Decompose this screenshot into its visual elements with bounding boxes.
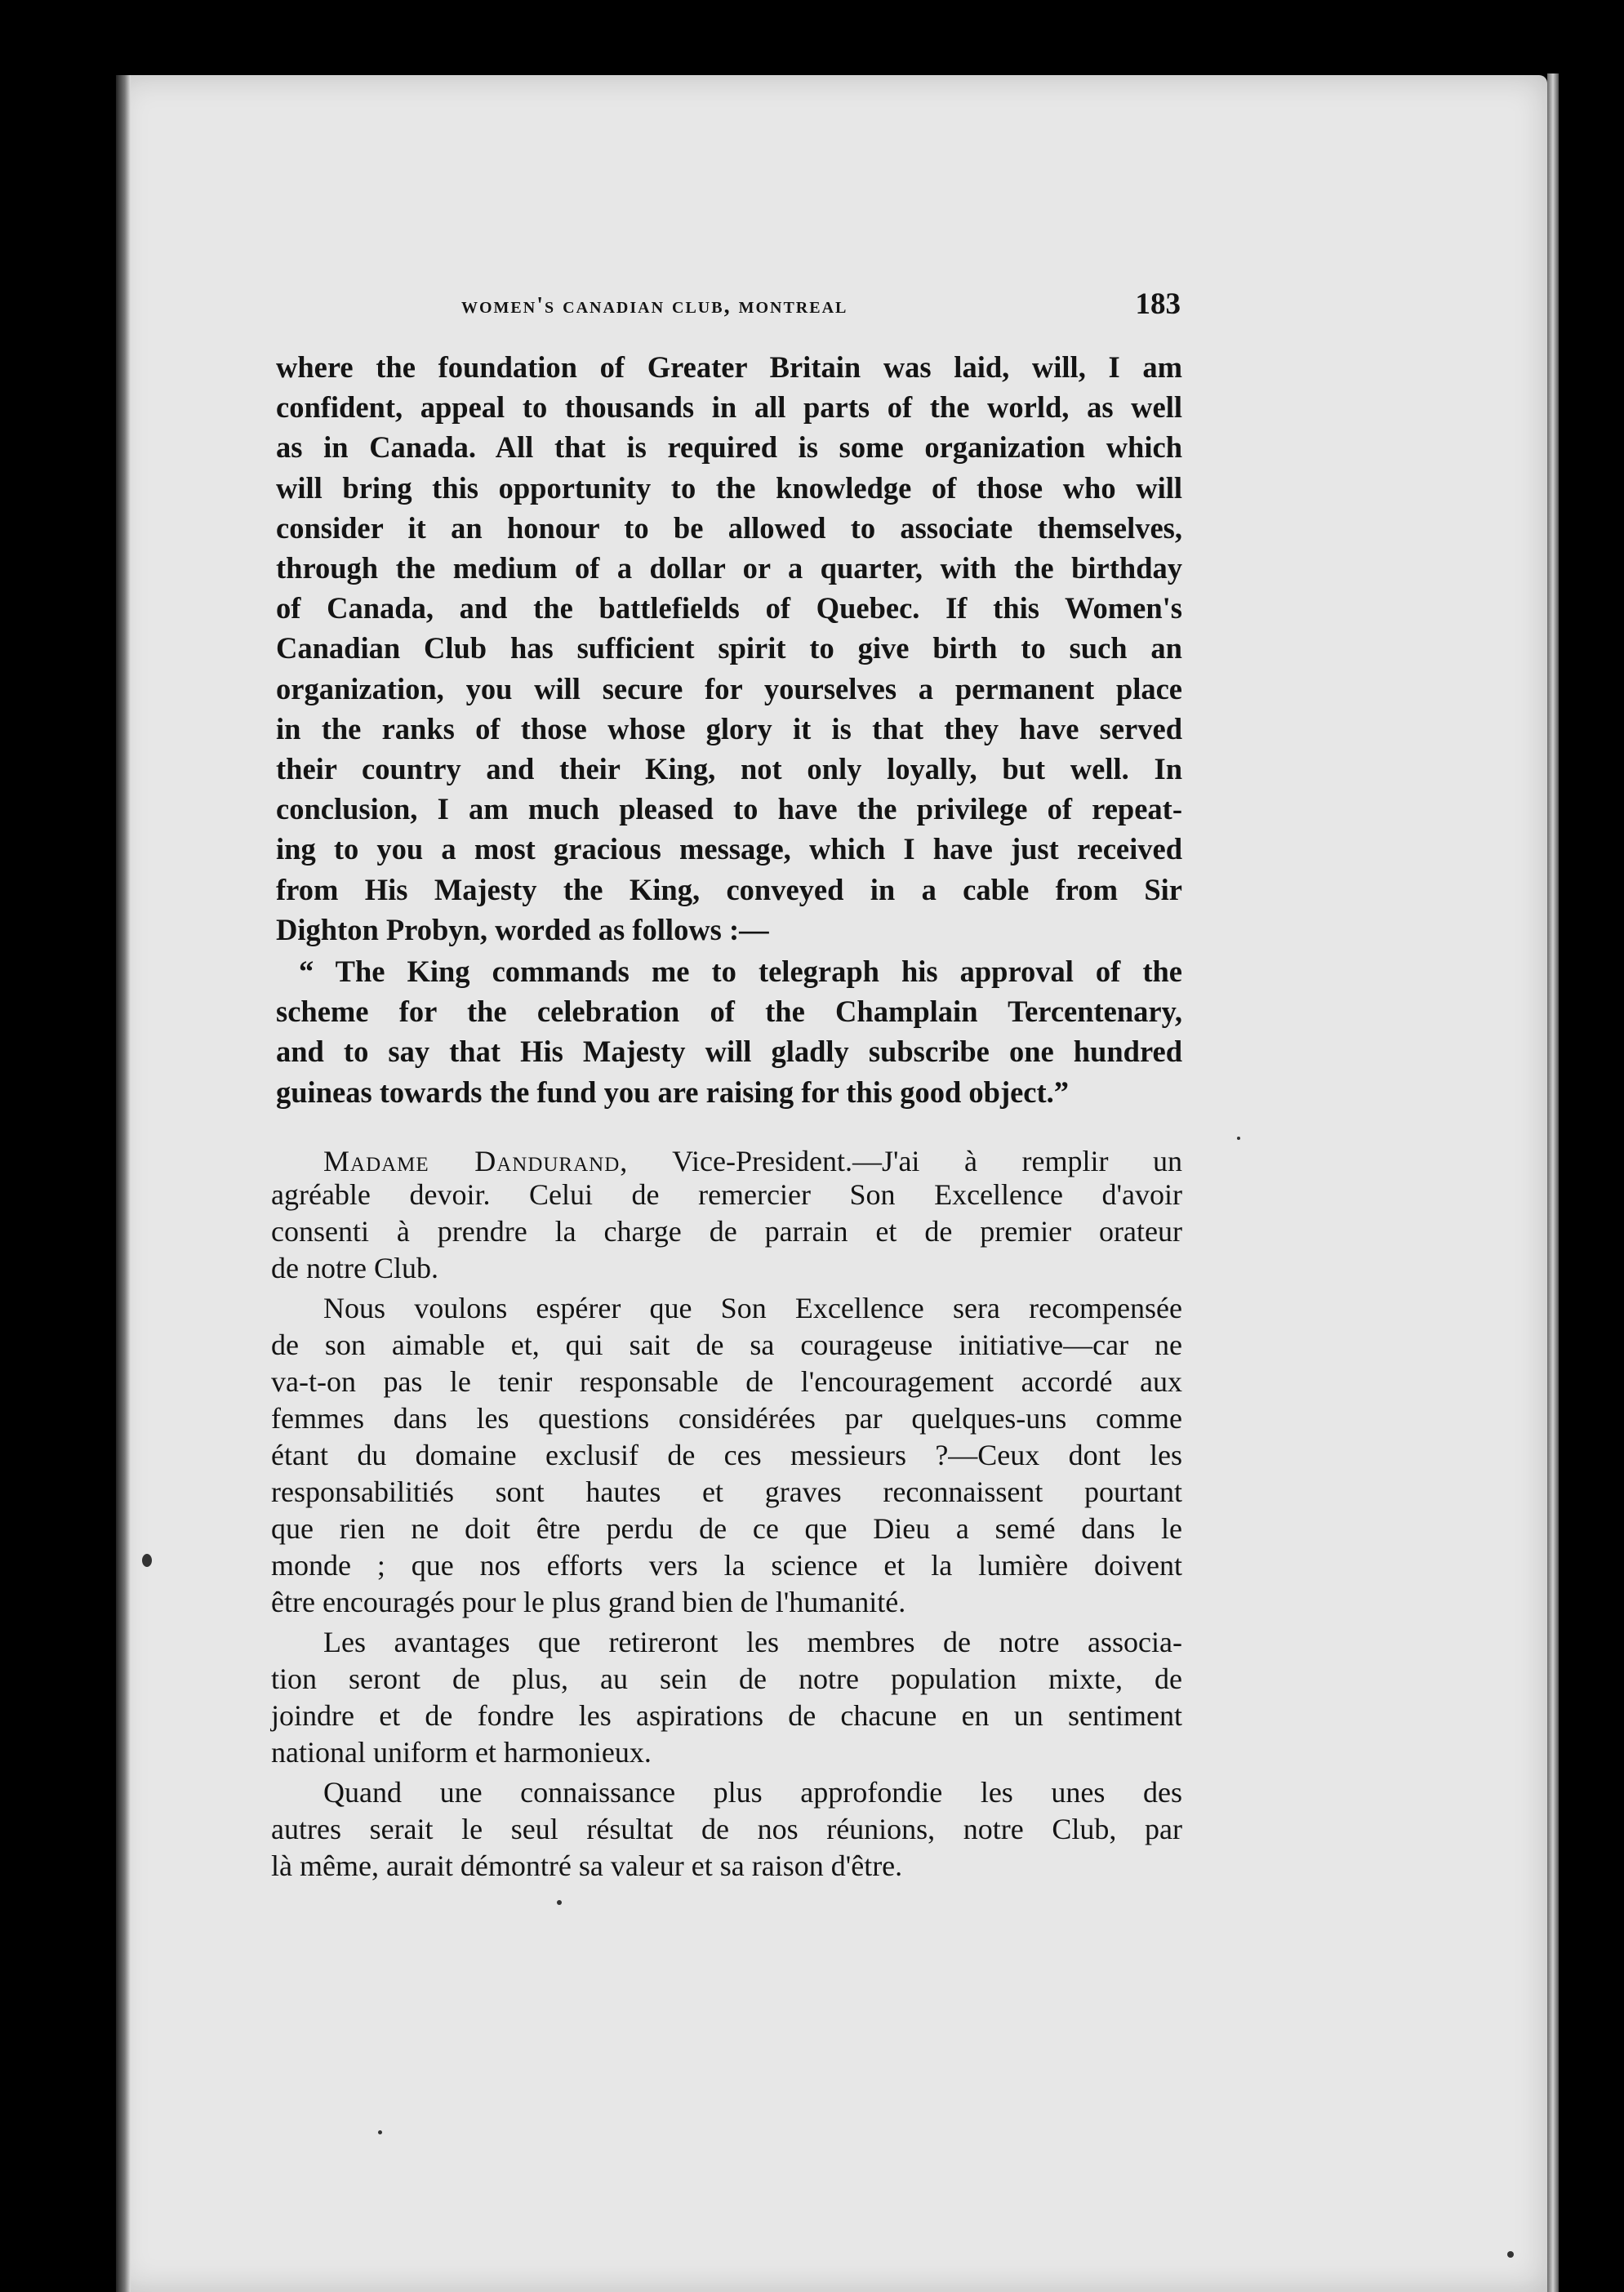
text-line: ing to you a most gracious message, which I have just received <box>276 832 1182 866</box>
text-line: organization, you will secure for yourselves a permanent place <box>276 671 1182 705</box>
text-line: Dighton Probyn, worded as follows :— <box>276 912 769 946</box>
speck-left <box>142 1554 152 1567</box>
french-line: agréable devoir. Celui de remercier Son Excellence d'avoir <box>271 1177 1182 1211</box>
speaker-name: Madame Dandurand, <box>323 1144 629 1177</box>
text-line: conclusion, I am much pleased to have the privilege of repeat- <box>276 792 1182 826</box>
french-speech <box>271 1145 1182 1883</box>
king-message-quote <box>276 951 1182 1112</box>
page-number: 183 <box>1135 287 1181 321</box>
french-line: là même, aurait démontré sa valeur et sa raison d'être. <box>271 1849 903 1882</box>
french-line: de notre Club. <box>271 1251 438 1284</box>
text-line: will bring this opportunity to the knowledge of those who will <box>276 470 1182 505</box>
french-line: tion seront de plus, au sein de notre population mixte, de <box>271 1662 1182 1695</box>
quote-line: “ The King commands me to telegraph his approval of the <box>299 955 1182 989</box>
quote-line: guineas towards the fund you are raising for this good object.” <box>276 1075 1070 1109</box>
french-line: monde ; que nos efforts vers la science et la lumière doivent <box>271 1548 1182 1582</box>
speck-right <box>1507 2251 1514 2258</box>
french-line: Nous voulons espérer que Son Excellence sera recompensée <box>323 1291 1182 1324</box>
running-header <box>276 287 1182 329</box>
french-line: consenti à prendre la charge de parrain et de premier orateur <box>271 1214 1182 1248</box>
text-line: through the medium of a dollar or a quarter, with the birthday <box>276 551 1182 585</box>
text-line: Canadian Club has sufficient spirit to give birth to such an <box>276 631 1182 665</box>
text-line: as in Canada. All that is required is some organization which <box>276 430 1182 465</box>
french-line: responsabilitiés sont hautes et graves reconnaissent pourtant <box>271 1475 1182 1508</box>
french-line: être encouragés pour le plus grand bien de l'humanité. <box>271 1585 906 1618</box>
english-speech <box>276 347 1182 1112</box>
french-paragraph-4 <box>271 1776 1182 1883</box>
french-line: Quand une connaissance plus approfondie les unes des <box>323 1775 1182 1809</box>
french-line: national uniform et harmonieux. <box>271 1735 652 1769</box>
page-gutter-edge <box>116 75 131 2292</box>
french-line: étant du domaine exclusif de ces messieurs ?—Ceux dont les <box>271 1438 1182 1471</box>
text-column <box>271 287 1182 1883</box>
speck-lower <box>378 2130 382 2134</box>
text-line: of Canada, and the battlefields of Quebec. If this Women's <box>276 591 1182 625</box>
speech-paragraph <box>276 347 1182 950</box>
text-line: confident, appeal to thousands in all parts of the world, as well <box>276 390 1182 425</box>
french-line: de son aimable et, qui sait de sa courageuse initiative—car ne <box>271 1328 1182 1361</box>
page-right-edge <box>1547 73 1624 2292</box>
text-line: where the foundation of Greater Britain was laid, will, I am <box>276 350 1182 384</box>
french-paragraph-3 <box>271 1626 1182 1769</box>
french-line: que rien ne doit être perdu de ce que Dieu a semé dans le <box>271 1511 1182 1545</box>
quote-line: scheme for the celebration of the Champlain Tercentenary, <box>276 995 1182 1029</box>
top-border <box>0 0 1624 75</box>
text-line: in the ranks of those whose glory it is that they have served <box>276 711 1182 745</box>
quote-line: and to say that His Majesty will gladly subscribe one hundred <box>276 1035 1182 1069</box>
french-line: Les avantages que retireront les membres de notre associa- <box>323 1625 1182 1658</box>
text-line: consider it an honour to be allowed to associate themselves, <box>276 510 1182 545</box>
text-line: their country and their King, not only loyally, but well. In <box>276 752 1182 786</box>
french-line: autres serait le seul résultat de nos réunions, notre Club, par <box>271 1812 1182 1845</box>
text-line: from His Majesty the King, conveyed in a cable from Sir <box>276 872 1182 906</box>
speck-right-mid <box>1237 1137 1240 1140</box>
french-paragraph-2 <box>271 1292 1182 1619</box>
french-line: va-t-on pas le tenir responsable de l'encouragement accordé aux <box>271 1364 1182 1398</box>
running-title: women's canadian club, montreal <box>461 293 848 318</box>
speaker-title: Vice-President.—J'ai à remplir un <box>628 1144 1182 1177</box>
speck-center <box>557 1900 562 1905</box>
page-edge-shading <box>1547 73 1559 2292</box>
french-line: joindre et de fondre les aspirations de chacune en un sentiment <box>271 1698 1182 1732</box>
french-paragraph-1 <box>271 1178 1182 1285</box>
french-line: femmes dans les questions considérées par quelques-uns comme <box>271 1401 1182 1435</box>
french-paragraph-first-line <box>271 1145 1182 1178</box>
